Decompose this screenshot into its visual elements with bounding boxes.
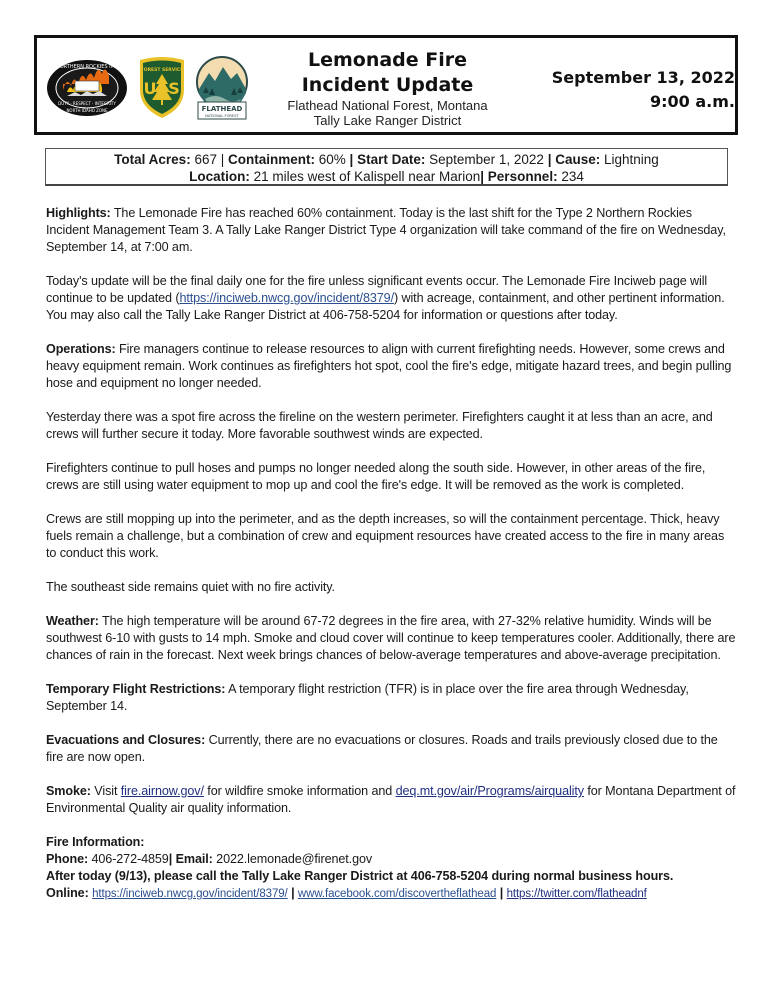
inciweb-link[interactable]: https://inciweb.nwcg.gov/incident/8379/ — [179, 291, 394, 305]
svg-text:S: S — [168, 79, 180, 98]
evacuations-label: Evacuations and Closures: — [46, 733, 206, 747]
district-subtitle: Tally Lake Ranger District — [313, 113, 462, 128]
operations-text: Fire managers continue to release resources to align with current firefighting needs. However, some crews and heavy equipment remain. Work continues as firefighters hot spot, cool the fire's edge, mitigate hazard trees, and begin pulling hose and equipment no longer needed. — [46, 342, 732, 390]
incident-update-title: Incident Update — [301, 74, 474, 96]
mop-up-paragraph: Crews are still mopping up into the perimeter, and as the depth increases, so will the containment percentage. Thick, heavy fuels remain a challenge, but a combination of crew and equipment resources have created access to the fire in many areas to conduct this work. — [46, 512, 725, 560]
title-block — [275, 48, 500, 128]
phone-label: Phone: — [46, 852, 89, 866]
separator: | — [349, 152, 354, 167]
svg-text:U: U — [143, 79, 157, 98]
update-body — [46, 205, 736, 903]
online-links-line — [46, 885, 736, 903]
update-time: 9:00 a.m. — [650, 92, 735, 111]
smoke-text: for Montana Department of Environmental Quality air quality information. — [46, 784, 736, 815]
separator: | — [499, 886, 504, 900]
separator: | — [220, 152, 225, 167]
separator: | — [168, 852, 173, 866]
personnel-label: Personnel: — [487, 169, 558, 184]
header-banner — [34, 35, 738, 135]
update-note-paragraph — [46, 273, 736, 324]
svg-text:FOREST SERVICE: FOREST SERVICE — [140, 68, 184, 73]
inciweb-online-link[interactable]: https://inciweb.nwcg.gov/incident/8379/ — [92, 888, 288, 900]
fire-information-section — [46, 834, 736, 903]
airnow-link[interactable]: fire.airnow.gov/ — [120, 784, 204, 798]
incident-title: Lemonade Fire — [307, 49, 468, 71]
southeast-paragraph: The southeast side remains quiet with no fire activity. — [46, 580, 335, 594]
location-label: Location: — [189, 169, 250, 184]
svg-text:NORTHERN ROCKIES IMT: NORTHERN ROCKIES IMT — [56, 64, 118, 70]
start-date-value: September 1, 2022 — [425, 152, 548, 167]
evacuations-paragraph — [46, 732, 736, 766]
smoke-text: for wildfire smoke information and — [203, 784, 396, 798]
contact-line — [46, 851, 736, 868]
svg-text:NATIONAL FOREST: NATIONAL FOREST — [205, 114, 239, 118]
highlights-text: The Lemonade Fire has reached 60% containment. Today is the last shift for the Type 2 Northern Rockies Incident Management Team 3. A Tally Lake Ranger District Type 4 organization will take command of the fire on Wednesday, September 14, at 7:00 am. — [46, 206, 726, 254]
svg-text:NORTH IDAHO ZONE: NORTH IDAHO ZONE — [66, 108, 108, 113]
forest-service-shield-logo — [137, 56, 187, 120]
after-today-notice: After today (9/13), please call the Tally Lake Ranger District at 406-758-5204 during normal business hours. — [46, 869, 674, 883]
smoke-text: Visit — [90, 784, 121, 798]
start-date-label: Start Date: — [357, 152, 426, 167]
operations-label: Operations: — [46, 342, 116, 356]
weather-paragraph — [46, 613, 736, 664]
online-label: Online: — [46, 886, 89, 900]
svg-text:DUTY · RESPECT · INTEGRITY: DUTY · RESPECT · INTEGRITY — [58, 101, 116, 106]
operations-paragraph — [46, 341, 736, 392]
summary-line-2 — [46, 168, 727, 185]
update-note-text: ) with acreage, containment, and other pertinent information. You may also call the Tally Lake Ranger District at 406-758-5204 for information or questions after today. — [46, 291, 725, 322]
separator: | — [291, 886, 295, 900]
containment-label: Containment: — [228, 152, 316, 167]
hoses-paragraph: Firefighters continue to pull hoses and pumps no longer needed along the south side. However, in other areas of the fire, crews are still using water equipment to mop up and cool the fire's edge. It will be removed as the work is completed. — [46, 461, 706, 492]
svg-text:FLATHEAD: FLATHEAD — [201, 105, 243, 113]
spot-fire-paragraph: Yesterday there was a spot fire across the fireline on the western perimeter. Firefighters caught it at less than an acre, and crews will further secure it today. More favorable southwest winds are expected. — [46, 410, 713, 441]
highlights-paragraph — [46, 205, 736, 256]
update-note-text: Today's update will be the final daily one for the fire unless significant events occur. The Lemonade Fire Inciweb page will continue to be updated ( — [46, 274, 708, 305]
email-value: 2022.lemonade@firenet.gov — [212, 852, 373, 866]
deq-airquality-link[interactable]: deq.mt.gov/air/Programs/airquality — [395, 784, 584, 798]
highlights-label: Highlights: — [46, 206, 111, 220]
update-date: September 13, 2022 — [551, 68, 735, 87]
separator: | — [547, 152, 552, 167]
separator: | — [480, 169, 485, 184]
total-acres-value: 667 — [190, 152, 221, 167]
tfr-text: A temporary flight restriction (TFR) is in place over the fire area through Wednesday, September 14. — [46, 682, 689, 713]
logo-row — [45, 53, 249, 123]
smoke-paragraph — [46, 783, 736, 817]
weather-label: Weather: — [46, 614, 99, 628]
summary-line-1 — [46, 151, 727, 168]
tfr-label: Temporary Flight Restrictions: — [46, 682, 226, 696]
northern-rockies-imt-logo — [45, 56, 129, 120]
personnel-value: 234 — [557, 169, 584, 184]
weather-text: The high temperature will be around 67-72 degrees in the fire area, with 27-32% relative humidity. Winds will be southwest 6-10 with gusts to 14 mph. Smoke and cloud cover will continue to keep temperatures cooler. Additionally, there are chances of rain in the forecast. Next week brings chances of below-average temperatures and above-average precipitation. — [46, 614, 736, 662]
tfr-paragraph — [46, 681, 736, 715]
twitter-link[interactable]: https://twitter.com/flatheadnf — [506, 888, 647, 900]
forest-subtitle: Flathead National Forest, Montana — [287, 98, 488, 113]
evacuations-text: Currently, there are no evacuations or closures. Roads and trails previously closed due to the fire are now open. — [46, 733, 718, 764]
facebook-link[interactable]: www.facebook.com/discovertheflathead — [297, 888, 497, 900]
total-acres-label: Total Acres: — [114, 152, 191, 167]
containment-value: 60% — [315, 152, 350, 167]
incident-summary-box — [45, 148, 728, 186]
date-block — [552, 66, 735, 114]
location-value: 21 miles west of Kalispell near Marion — [249, 169, 481, 184]
cause-value: Lightning — [600, 152, 659, 167]
flathead-national-forest-logo — [195, 55, 249, 121]
phone-value: 406-272-4859 — [88, 852, 169, 866]
email-label: Email: — [175, 852, 213, 866]
fire-information-heading: Fire Information: — [46, 835, 145, 849]
cause-label: Cause: — [555, 152, 601, 167]
smoke-label: Smoke: — [46, 784, 91, 798]
